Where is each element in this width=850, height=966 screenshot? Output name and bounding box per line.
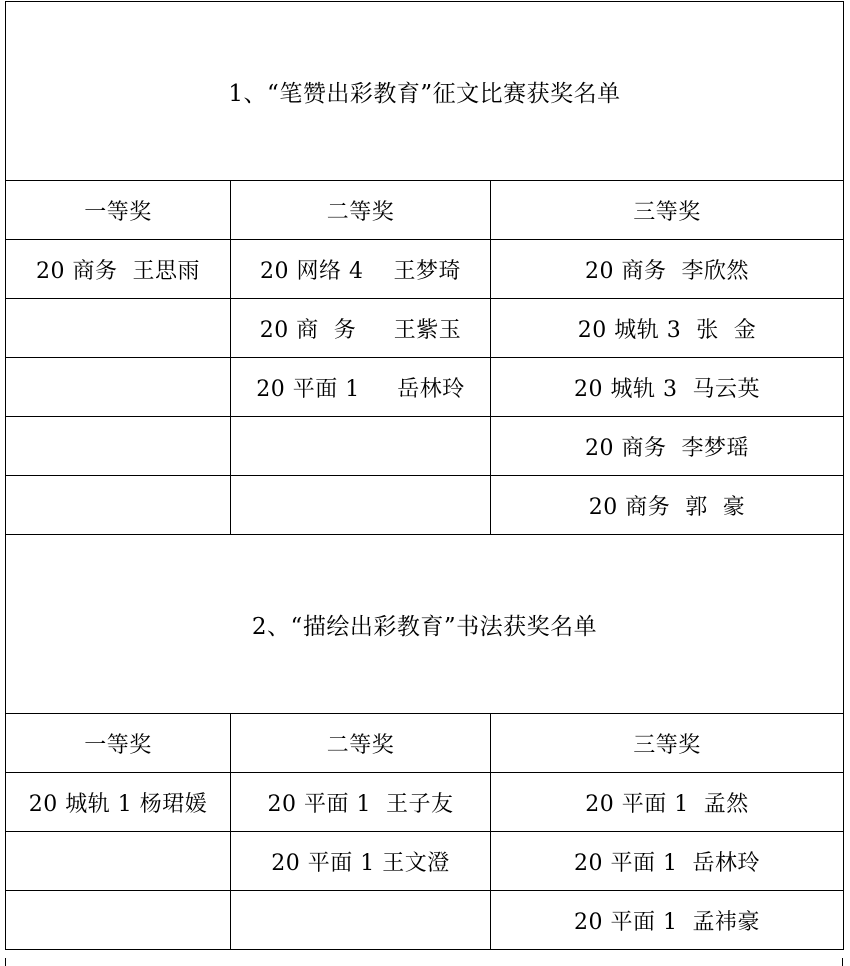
table-row	[6, 358, 844, 417]
first-prize-cell	[6, 299, 231, 358]
third-prize-cell: 20 城轨 3 张 金	[491, 299, 844, 358]
header-third-prize: 三等奖	[491, 181, 844, 240]
header-second-prize: 二等奖	[231, 714, 491, 773]
award-list-sheet	[5, 1, 843, 950]
third-prize-cell: 20 商务 李欣然	[491, 240, 844, 299]
first-prize-cell	[6, 476, 231, 535]
third-prize-cell: 20 城轨 3 马云英	[491, 358, 844, 417]
second-prize-cell: 20 平面 1 王子友	[231, 773, 491, 832]
first-prize-cell: 20 城轨 1 杨珺媛	[6, 773, 231, 832]
header-first-prize: 一等奖	[6, 714, 231, 773]
first-prize-cell	[6, 417, 231, 476]
second-prize-cell	[231, 417, 491, 476]
first-prize-cell	[6, 832, 231, 891]
third-prize-cell: 20 商务 郭 豪	[491, 476, 844, 535]
first-prize-cell: 20 商务 王思雨	[6, 240, 231, 299]
second-prize-cell	[231, 891, 491, 950]
third-prize-cell: 20 商务 李梦瑶	[491, 417, 844, 476]
table-row	[6, 240, 844, 299]
header-third-prize: 三等奖	[491, 714, 844, 773]
section-1-header-row	[6, 181, 844, 240]
table-row	[6, 476, 844, 535]
section-2-header-row	[6, 714, 844, 773]
first-prize-cell	[6, 891, 231, 950]
table-continuation-edge	[5, 958, 843, 966]
table-row	[6, 299, 844, 358]
second-prize-cell: 20 平面 1 岳林玲	[231, 358, 491, 417]
second-prize-cell	[231, 476, 491, 535]
award-table	[5, 1, 844, 950]
table-row	[6, 832, 844, 891]
third-prize-cell: 20 平面 1 岳林玲	[491, 832, 844, 891]
section-2-title: 2、“描绘出彩教育”书法获奖名单	[6, 535, 844, 714]
section-2-title-row	[6, 535, 844, 714]
third-prize-cell: 20 平面 1 孟祎豪	[491, 891, 844, 950]
header-first-prize: 一等奖	[6, 181, 231, 240]
first-prize-cell	[6, 358, 231, 417]
header-second-prize: 二等奖	[231, 181, 491, 240]
section-1-title: 1、“笔赞出彩教育”征文比赛获奖名单	[6, 2, 844, 181]
second-prize-cell: 20 平面 1 王文澄	[231, 832, 491, 891]
table-row	[6, 773, 844, 832]
section-1-title-row	[6, 2, 844, 181]
third-prize-cell: 20 平面 1 孟然	[491, 773, 844, 832]
table-row	[6, 891, 844, 950]
second-prize-cell: 20 商 务 王紫玉	[231, 299, 491, 358]
second-prize-cell: 20 网络 4 王梦琦	[231, 240, 491, 299]
table-row	[6, 417, 844, 476]
